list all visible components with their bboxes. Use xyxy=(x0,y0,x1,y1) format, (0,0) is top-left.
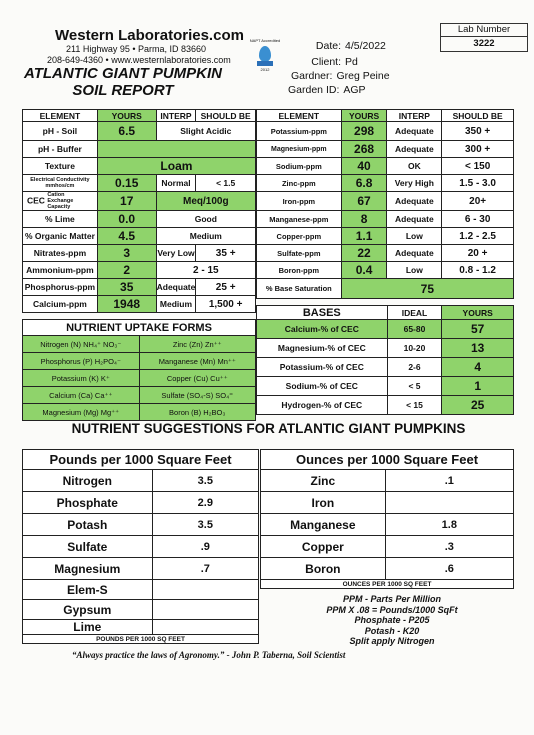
gardner-field: Gardner: Greg Peine xyxy=(291,70,390,82)
table-row: Zinc-ppm 6.8 Very High 1.5 - 3.0 xyxy=(257,175,514,192)
client-field: Client: Pd xyxy=(311,56,358,68)
col-header: SHOULD BE xyxy=(196,110,256,122)
lab-contact: 208-649-4360 • www.westernlaboratories.com xyxy=(47,55,231,65)
soil-test-table-left xyxy=(22,109,256,313)
pounds-footer: POUNDS PER 1000 SQ FEET xyxy=(23,635,259,644)
suggestions-title: NUTRIENT SUGGESTIONS FOR ATLANTIC GIANT PUMPKINS xyxy=(71,421,466,436)
table-row: Magnesium .7 xyxy=(23,558,259,580)
ounces-header: Ounces per 1000 Square Feet xyxy=(261,450,514,470)
table-row: Potassium (K) K⁺ Copper (Cu) Cu⁺⁺ xyxy=(23,370,256,387)
col-header: IDEAL xyxy=(387,306,442,320)
ounces-suggestion-table xyxy=(260,449,514,589)
table-row: Iron-ppm 67 Adequate 20+ xyxy=(257,192,514,211)
table-row: Nitrogen 3.5 xyxy=(23,470,259,492)
date-field: Date: 4/5/2022 xyxy=(315,40,386,52)
table-row: Phosphorus (P) H₂PO₄⁻ Manganese (Mn) Mn⁺⁺ xyxy=(23,353,256,370)
table-row: % Base Saturation 75 xyxy=(257,279,514,299)
lab-number-value: 3222 xyxy=(473,38,495,49)
ounces-footer: OUNCES PER 1000 SQ FEET xyxy=(261,580,514,589)
col-header: INTERP xyxy=(387,110,442,122)
notes-block xyxy=(282,594,502,647)
table-row: Potassium-ppm 298 Adequate 350 + xyxy=(257,122,514,141)
report-title-line1: ATLANTIC GIANT PUMPKIN xyxy=(23,65,223,82)
col-header: YOURS xyxy=(442,306,514,320)
table-row: Nitrates-ppm 3 Very Low 35 + xyxy=(23,245,256,262)
table-row: Nitrogen (N) NH₄⁺ NO₃⁻ Zinc (Zn) Zn⁺⁺ xyxy=(23,336,256,353)
col-header: BASES xyxy=(257,306,388,320)
nutrient-uptake-table xyxy=(22,319,256,421)
table-row: % Organic Matter 4.5 Medium xyxy=(23,228,256,245)
report-title-line2: SOIL REPORT xyxy=(72,82,174,99)
table-row: Sulfate .9 xyxy=(23,536,259,558)
note-line: Split apply Nitrogen xyxy=(349,636,435,646)
table-row: Gypsum xyxy=(23,600,259,620)
pounds-suggestion-table xyxy=(22,449,259,644)
col-header: YOURS xyxy=(97,110,156,122)
table-row: pH - Buffer xyxy=(23,141,256,158)
table-row: Calcium (Ca) Ca⁺⁺ Sulfate (SO₄-S) SO₄⁼ xyxy=(23,387,256,404)
table-row: Texture Loam xyxy=(23,158,256,175)
table-row: Boron .6 xyxy=(261,558,514,580)
napt-seal-logo: NAPT Accredited 2012 xyxy=(249,38,281,72)
table-row: Potassium-% of CEC 2-6 4 xyxy=(257,358,514,377)
table-row: Sulfate-ppm 22 Adequate 20 + xyxy=(257,245,514,262)
table-row: Zinc .1 xyxy=(261,470,514,492)
note-line: Phosphate - P205 xyxy=(354,615,430,625)
table-row: Magnesium-% of CEC 10-20 13 xyxy=(257,339,514,358)
table-row: % Lime 0.0 Good xyxy=(23,211,256,228)
table-row: Potash 3.5 xyxy=(23,514,259,536)
agronomy-quote: “Always practice the laws of Agronomy.” - John P. Taberna, Soil Scientist xyxy=(72,650,346,660)
col-header: INTERP xyxy=(156,110,196,122)
table-row: Magnesium-ppm 268 Adequate 300 + xyxy=(257,141,514,158)
table-row: Boron-ppm 0.4 Low 0.8 - 1.2 xyxy=(257,262,514,279)
soil-test-table-right xyxy=(256,109,514,299)
table-row: Manganese 1.8 xyxy=(261,514,514,536)
pounds-header: Pounds per 1000 Square Feet xyxy=(23,450,259,470)
lab-name: Western Laboratories.com xyxy=(55,27,244,44)
table-row: Copper .3 xyxy=(261,536,514,558)
table-row: Phosphate 2.9 xyxy=(23,492,259,514)
col-header: ELEMENT xyxy=(257,110,342,122)
table-row: Magnesium (Mg) Mg⁺⁺ Boron (B) H₂BO₃ xyxy=(23,404,256,421)
table-row: Calcium-ppm 1948 Medium 1,500 + xyxy=(23,296,256,313)
table-row: Iron xyxy=(261,492,514,514)
lab-number-box xyxy=(440,23,528,52)
table-row: Phosphorus-ppm 35 Adequate 25 + xyxy=(23,279,256,296)
table-row: Copper-ppm 1.1 Low 1.2 - 2.5 xyxy=(257,228,514,245)
lab-address: 211 Highway 95 • Parma, ID 83660 xyxy=(66,44,207,54)
table-row: Hydrogen-% of CEC < 15 25 xyxy=(257,396,514,415)
col-header: SHOULD BE xyxy=(442,110,514,122)
note-line: Potash - K20 xyxy=(364,625,420,636)
table-row: Calcium-% of CEC 65-80 57 xyxy=(257,320,514,339)
table-row: Electrical Conductivity mmhos/cm 0.15 Normal < 1.5 xyxy=(23,175,256,192)
table-row: Sodium-ppm 40 OK < 150 xyxy=(257,158,514,175)
garden-id-field: Garden ID: AGP xyxy=(288,84,366,96)
col-header: ELEMENT xyxy=(23,110,98,122)
bases-table xyxy=(256,305,514,415)
table-row: Manganese-ppm 8 Adequate 6 - 30 xyxy=(257,211,514,228)
table-row: Elem-S xyxy=(23,580,259,600)
note-line: PPM - Parts Per Million xyxy=(342,594,442,604)
table-row: Lime xyxy=(23,620,259,635)
table-row: Sodium-% of CEC < 5 1 xyxy=(257,377,514,396)
table-row: Ammonium-ppm 2 2 - 15 xyxy=(23,262,256,279)
col-header: YOURS xyxy=(341,110,387,122)
uptake-title: NUTRIENT UPTAKE FORMS xyxy=(23,320,256,336)
table-row: pH - Soil 6.5 Slight Acidic xyxy=(23,122,256,141)
lab-number-label: Lab Number xyxy=(441,24,527,37)
table-row: CEC Cation Exchange Capacity 17 Meq/100g xyxy=(23,192,256,211)
note-line: PPM X .08 = Pounds/1000 SqFt xyxy=(326,604,458,615)
